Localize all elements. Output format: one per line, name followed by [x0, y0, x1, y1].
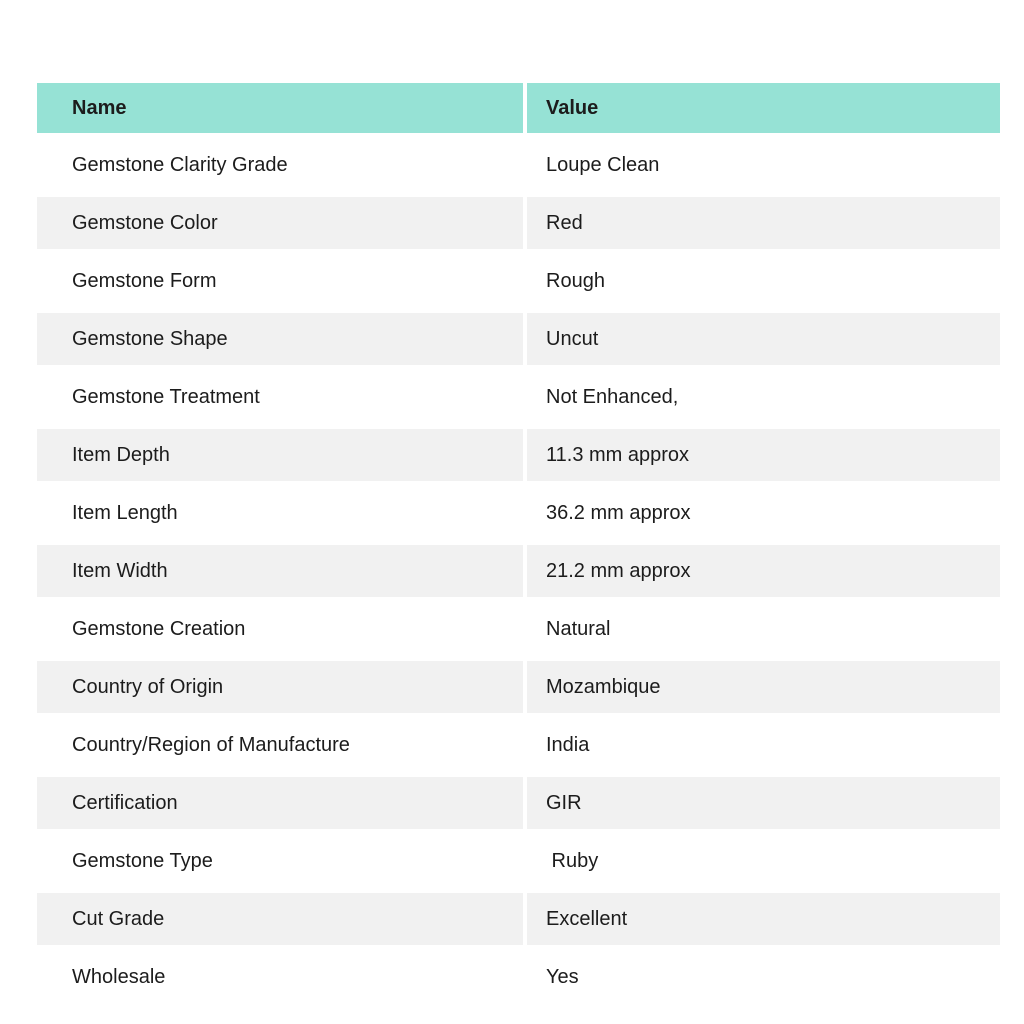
- table-row: [37, 661, 1000, 713]
- cell-value: Loupe Clean: [546, 153, 660, 176]
- cell-value: India: [546, 733, 590, 756]
- cell-name: Certification: [37, 777, 523, 829]
- header-cell-name: Name: [37, 83, 523, 133]
- table-row: [37, 835, 1000, 887]
- cell-value: Yes: [546, 965, 579, 988]
- cell-value: Excellent: [527, 893, 1000, 945]
- table-row: [37, 429, 1000, 481]
- header-row: [37, 83, 1000, 133]
- table-row: [37, 603, 1000, 655]
- cell-value: 21.2 mm approx: [527, 545, 1000, 597]
- cell-value: Ruby: [546, 849, 599, 872]
- cell-value: Red: [527, 197, 1000, 249]
- table-row: [37, 487, 1000, 539]
- cell-value: 11.3 mm approx: [527, 429, 1000, 481]
- table-row: [37, 777, 1000, 829]
- cell-value: Mozambique: [527, 661, 1000, 713]
- table-row: [37, 893, 1000, 945]
- cell-name: Gemstone Shape: [37, 313, 523, 365]
- cell-value: Uncut: [527, 313, 1000, 365]
- cell-name: Item Length: [72, 501, 178, 524]
- cell-name: Item Width: [37, 545, 523, 597]
- cell-name: Gemstone Creation: [72, 617, 246, 640]
- cell-name: Country/Region of Manufacture: [72, 733, 350, 756]
- cell-value: GIR: [527, 777, 1000, 829]
- table-row: [37, 545, 1000, 597]
- cell-name: Wholesale: [72, 965, 166, 988]
- table-row: [37, 313, 1000, 365]
- cell-value: Not Enhanced,: [546, 385, 679, 408]
- cell-value: Rough: [546, 269, 605, 292]
- cell-name: Gemstone Form: [72, 269, 217, 292]
- cell-name: Gemstone Type: [72, 849, 213, 872]
- table-row: [37, 371, 1000, 423]
- table-row: [37, 951, 1000, 1003]
- cell-name: Country of Origin: [37, 661, 523, 713]
- cell-value: Natural: [546, 617, 611, 640]
- table-row: [37, 719, 1000, 771]
- table-row: [37, 255, 1000, 307]
- cell-name: Item Depth: [37, 429, 523, 481]
- cell-name: Cut Grade: [37, 893, 523, 945]
- header-cell-value: Value: [527, 83, 1000, 133]
- cell-value: 36.2 mm approx: [546, 501, 691, 524]
- table-row: [37, 197, 1000, 249]
- item-specifics-table: [37, 83, 1000, 1003]
- cell-name: Gemstone Treatment: [72, 385, 260, 408]
- table-row: [37, 139, 1000, 191]
- cell-name: Gemstone Color: [37, 197, 523, 249]
- cell-name: Gemstone Clarity Grade: [72, 153, 288, 176]
